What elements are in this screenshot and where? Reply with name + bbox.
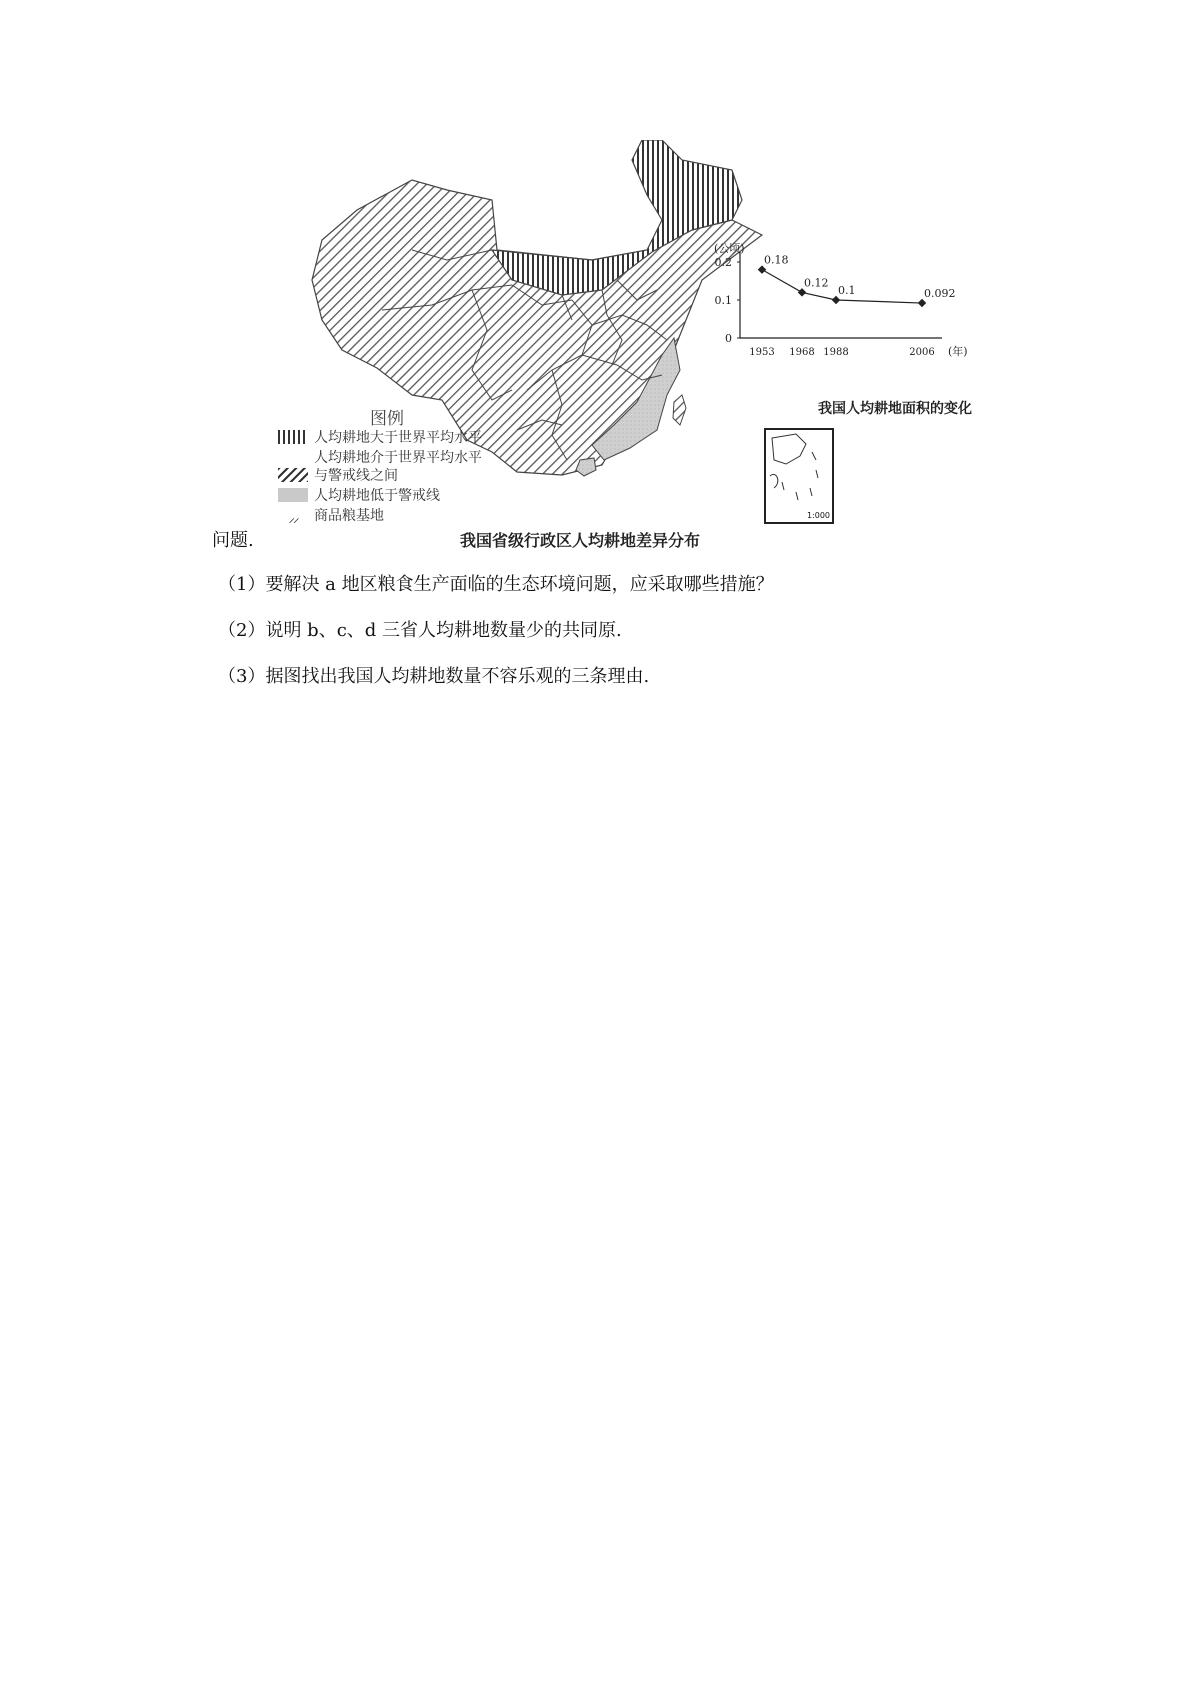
y-tick-label: 0.1 xyxy=(714,294,732,307)
data-point xyxy=(798,288,806,296)
data-label: 0.1 xyxy=(838,284,856,297)
legend-item-above-world xyxy=(278,428,482,446)
inset-scale: 1:000 xyxy=(806,511,830,520)
data-label: 0.12 xyxy=(804,276,829,290)
legend-item-label: 人均耕地低于警戒线 xyxy=(314,488,440,504)
legend-item-grain-base xyxy=(278,506,384,524)
legend-item-label: 人均耕地大于世界平均水平 xyxy=(314,430,482,446)
chart-y-unit: (公顷) xyxy=(714,242,745,255)
legend-item-label: 人均耕地介于世界平均水平 xyxy=(314,450,482,466)
x-tick-label: 1988 xyxy=(823,347,849,358)
data-point xyxy=(832,296,840,304)
y-tick-label: 0.2 xyxy=(714,256,732,269)
per-capita-farmland-chart xyxy=(714,241,968,358)
chart-title: 我国人均耕地面积的变化 xyxy=(818,401,972,417)
x-tick-label: 1968 xyxy=(789,347,815,358)
legend-title: 图例 xyxy=(370,409,404,429)
vertical-hatch-swatch xyxy=(278,430,308,444)
data-label: 0.092 xyxy=(924,287,956,301)
south-china-sea-inset xyxy=(764,428,834,524)
y-tick-label: 0 xyxy=(725,332,732,345)
inset-map xyxy=(766,430,832,522)
legend-item-label: 商品粮基地 xyxy=(314,508,384,524)
legend-item-between xyxy=(278,448,482,466)
legend-item-below xyxy=(278,486,440,504)
map-caption: 我国省级行政区人均耕地差异分布 xyxy=(460,531,701,550)
legend-item-between-cont xyxy=(278,466,398,484)
chart-x-unit: (年) xyxy=(948,345,968,358)
legend-item-label: 与警戒线之间 xyxy=(314,468,398,484)
gray-fill-swatch xyxy=(278,488,308,502)
question-stem-fragment: 问题. xyxy=(212,530,254,551)
question-2: （2）说明 b、c、d 三省人均耕地数量少的共同原. xyxy=(218,620,622,641)
question-3: （3）据图找出我国人均耕地数量不容乐观的三条理由. xyxy=(218,666,650,687)
diagonal-hatch-swatch xyxy=(278,468,308,482)
x-tick-label: 2006 xyxy=(909,347,935,358)
data-label: 0.18 xyxy=(764,253,789,267)
x-tick-label: 1953 xyxy=(749,347,775,358)
taiwan-island xyxy=(673,395,686,425)
question-1: （1）要解决 a 地区粮食生产面临的生态环境问题，应采取哪些措施？ xyxy=(218,574,774,595)
data-point xyxy=(758,265,766,273)
data-point xyxy=(918,299,926,307)
grain-base-icon: ⸝⸝ xyxy=(288,511,298,526)
